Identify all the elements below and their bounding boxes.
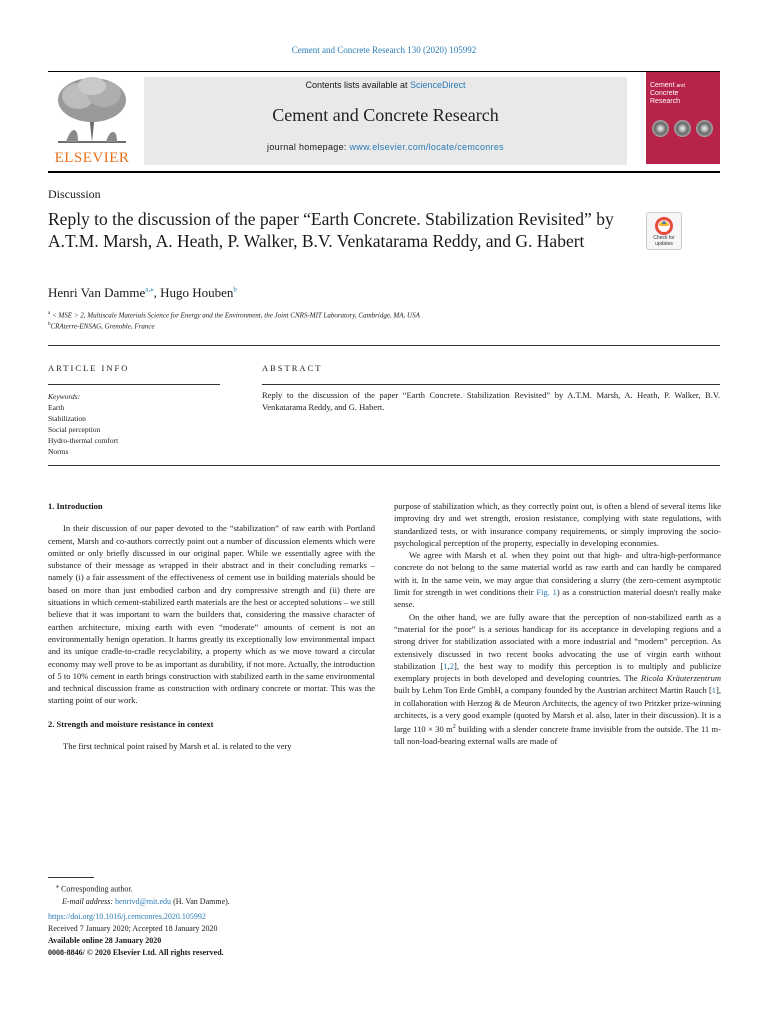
cover-title-line2: Concrete [650, 90, 679, 97]
journal-homepage [144, 142, 627, 152]
paragraph-text: , [447, 660, 450, 671]
article-type: Discussion [48, 187, 101, 201]
paragraph-text: ) as a construction material doesn't really make sense. [394, 587, 721, 610]
body-paragraph: purpose of stabilization which, as they correctly point out, is often a blend of several items like improving dry and wet strength, erosion resistance, complying with state regulations, with standardized tests, or with insurance company requirements, or simply improving the socio-psychological perception of the property, especially in developing economies. [394, 501, 721, 548]
footnotes [48, 881, 230, 959]
superscript: 2 [452, 724, 456, 731]
check-for-updates-button[interactable] [646, 212, 682, 250]
copyright-line: 0008-8846/ © 2020 Elsevier Ltd. All rights reserved. [48, 947, 224, 957]
article-info-rule [48, 384, 220, 385]
paragraph-text: ], the best way to modify this perception is to multiply and publicize exemplary projects in both developed and developing countries. The [394, 660, 721, 684]
publisher-name: ELSEVIER [54, 150, 130, 166]
contents-prefix: Contents lists available at [305, 80, 411, 90]
cover-title-and: and [676, 83, 685, 89]
affiliation-a [48, 311, 420, 319]
affiliation-mark: a [48, 311, 51, 316]
cover-image-disc [696, 120, 713, 137]
email-note [48, 896, 230, 908]
keywords-label: Keywords: [48, 392, 81, 401]
available-online-date: Available online 28 January 2020 [48, 935, 162, 945]
abstract-rule [262, 384, 720, 385]
abstract-heading: ABSTRACT [262, 363, 323, 373]
figure-link[interactable]: Fig. 1 [536, 587, 557, 598]
footnote-rule [48, 877, 94, 878]
keyword-item: Social perception [48, 425, 101, 434]
check-updates-line2: updates [655, 241, 673, 247]
author-name[interactable]: Henri Van Damme [48, 285, 146, 300]
keyword-item: Hydro-thermal comfort [48, 436, 119, 445]
paragraph-text: On the other hand, we are fully aware that the perception of non-stabilized earth as a “material for the poor” is a serious handicap for its acceptance in developing regions and a strong driver for stabilization associated with a more industrial and “modern” perception. As extensively discussed in two recent books advocating the use of virgin earth without stabilization [ [394, 611, 721, 671]
cover-title [650, 82, 685, 106]
keyword-item: Stabilization [48, 414, 86, 423]
footnote-text: Corresponding author. [59, 884, 133, 894]
footnote-mark: ⁎ [56, 884, 59, 890]
author-affiliation-mark[interactable]: b [233, 285, 237, 294]
email-suffix: (H. Van Damme). [171, 896, 230, 906]
body-paragraph: The first technical point raised by Marsh et al. is related to the very [63, 741, 292, 752]
header-bottom-rule [48, 171, 720, 173]
article-info-heading: ARTICLE INFO [48, 363, 130, 373]
paper-title: Reply to the discussion of the paper “Earth Concrete. Stabilization Revisited” by A.T.M. Marsh, A. Heath, P. Walker, B.V. Venkatarama Reddy, and G. Habert [48, 209, 614, 251]
italic-term: Ricola Kräuterzentrum [641, 673, 721, 684]
affiliation-text: CRAterre-ENSAG, Grenoble, France [50, 322, 155, 331]
homepage-prefix: journal homepage: [267, 142, 350, 152]
section-heading: 1. Introduction [48, 501, 103, 511]
author-name[interactable]: Hugo Houben [160, 285, 234, 300]
homepage-link[interactable]: www.elsevier.com/locate/cemconres [349, 142, 504, 152]
sciencedirect-link[interactable]: ScienceDirect [410, 80, 466, 90]
check-updates-line1: Check for [653, 235, 675, 241]
author-list [48, 285, 237, 301]
abstract-text: Reply to the discussion of the paper “Earth Concrete. Stabilization Revisited” by A.T.M. Marsh, A. Heath, P. Walker, B.V. Venkatarama Reddy, and G. Habert. [262, 390, 720, 412]
body-column-left [48, 500, 375, 752]
keyword-item: Norms [48, 447, 69, 456]
keyword-item: Earth [48, 403, 65, 412]
elsevier-tree-icon [48, 74, 136, 146]
reference-link[interactable]: 1 [711, 685, 717, 696]
cover-image-disc [674, 120, 691, 137]
body-paragraph [394, 549, 721, 610]
journal-masthead [144, 77, 627, 165]
corresponding-author-note [48, 881, 230, 896]
check-updates-label [647, 235, 681, 247]
paragraph-text: built by Lehm Ton Erde GmbH, a company founded by the Austrian architect Martin Rauch [ [394, 685, 712, 696]
author-separator: , [153, 285, 161, 300]
body-paragraph [394, 611, 721, 748]
paragraph-text: ], in collaboration with Herzog & de Meuron Architects, the agency of two Pritzker prize-winning architects, is a very good example (quoted by Marsh et al. also, later in their discussion). It is a large 110 × 30 m [394, 685, 721, 735]
keywords-block [48, 391, 118, 457]
journal-cover-image[interactable] [646, 72, 720, 164]
abstract-bottom-rule [48, 465, 720, 466]
affiliation-mark: b [48, 322, 51, 327]
reference-link[interactable]: 1 [443, 660, 448, 671]
journal-title: Cement and Concrete Research [272, 105, 499, 125]
contents-line [144, 80, 627, 90]
email-link[interactable]: henrivd@mit.edu [115, 896, 172, 906]
elsevier-logo[interactable] [48, 74, 136, 166]
author-affiliation-mark[interactable]: a,⁎ [145, 285, 154, 294]
reference-link[interactable]: 2 [449, 660, 454, 671]
received-dates: Received 7 January 2020; Accepted 18 January 2020 [48, 923, 218, 933]
affiliation-text: < MSE > 2, Multiscale Materials Science for Energy and the Environment, the Joint CNRS-MIT Laboratory, Cambridge, MA, USA [50, 311, 420, 320]
cover-image-disc [652, 120, 669, 137]
check-updates-icon [653, 215, 675, 237]
paragraph-text: building with a slender concrete frame invisible from the outside. The 11 m-tall non-load-bearing external walls are made of [394, 724, 721, 747]
section-heading: 2. Strength and moisture resistance in context [48, 718, 214, 729]
journal-citation[interactable]: Cement and Concrete Research 130 (2020) 105992 [291, 45, 477, 55]
doi-link[interactable]: https://doi.org/10.1016/j.cemconres.2020.105992 [48, 911, 206, 921]
cover-title-line1: Cement [650, 82, 675, 89]
body-column-right [394, 500, 721, 748]
affiliation-b [48, 322, 155, 330]
paragraph-text: We agree with Marsh et al. when they point out that high- and ultra-high-performance concrete do not belong to the same material world as raw earth and can hardly be compared with it. In the same vein, we may argue that considering a slurry (the zero-cement asymptotic limit for strength in wet conditions their [394, 550, 721, 598]
body-paragraph: In their discussion of our paper devoted to the “stabilization” of raw earth with Portland cement, Marsh and co-authors correctly point out a number of discussion elements which were omitted or only briefly discussed in our original paper. While we essentially agree with the substance of their message as wrapped in their abstract and in their concluding remarks – namely (i) a fair assessment of the effectiveness of cement use in building materials should be based on more than just embodied carbon and dry compressive strength and (ii) there are situations in which cement-stabilized earth materials are the best or accepted solutions – we still believe that it was important to warn the builders that, considering the massive character of earthen architecture, mixing earth with even “moderate” amounts of cement is not an environmentally benign operation. It harms greatly its exceptionally low environmental impact and its unique cradle-to-cradle recyclability, a property which as we move toward a circular economy may well prove to be as important as durability, if not more. Actually, the introduction of 5 to 10% cement in earth brings construction with stabilized earth in the same environmental and technical discussion frame as construction with ordinary concrete or mortar. This was the starting point of our work. [48, 523, 375, 706]
front-matter-rule [48, 345, 720, 346]
header-top-rule [48, 71, 720, 72]
email-label: E-mail address: [62, 896, 116, 906]
cover-title-line3: Research [650, 98, 680, 105]
